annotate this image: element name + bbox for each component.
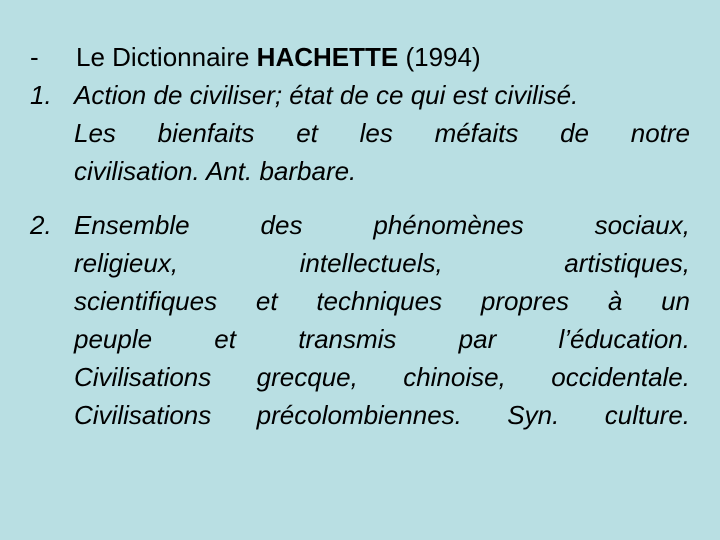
definition-2 xyxy=(30,206,690,434)
definition-line: religieux, intellectuels, artistiques, xyxy=(74,248,690,278)
definition-line: Civilisations précolombiennes. Syn. culture. xyxy=(74,400,690,430)
definition-line: Civilisations grecque, chinoise, occidentale. xyxy=(74,362,690,392)
definition-line: civilisation. Ant. barbare. xyxy=(74,156,357,186)
definition-1 xyxy=(30,76,690,190)
source-name: HACHETTE xyxy=(256,42,399,72)
bullet-dash: - xyxy=(30,42,39,72)
definition-text xyxy=(30,206,690,434)
definition-number: 1. xyxy=(30,80,52,110)
definition-line: Les bienfaits et les méfaits de notre xyxy=(74,118,690,148)
source-prefix: Le Dictionnaire xyxy=(76,42,250,72)
definition-line: Ensemble des phénomènes sociaux, xyxy=(74,210,690,240)
definition-line: peuple et transmis par l’éducation. xyxy=(74,324,690,354)
definition-line: scientifiques et techniques propres à un xyxy=(74,286,690,316)
definition-number: 2. xyxy=(30,210,52,240)
definition-text xyxy=(30,76,690,190)
source-year: (1994) xyxy=(405,42,481,72)
definition-line: Action de civiliser; état de ce qui est civilisé. xyxy=(74,80,579,110)
source-heading xyxy=(30,38,690,76)
